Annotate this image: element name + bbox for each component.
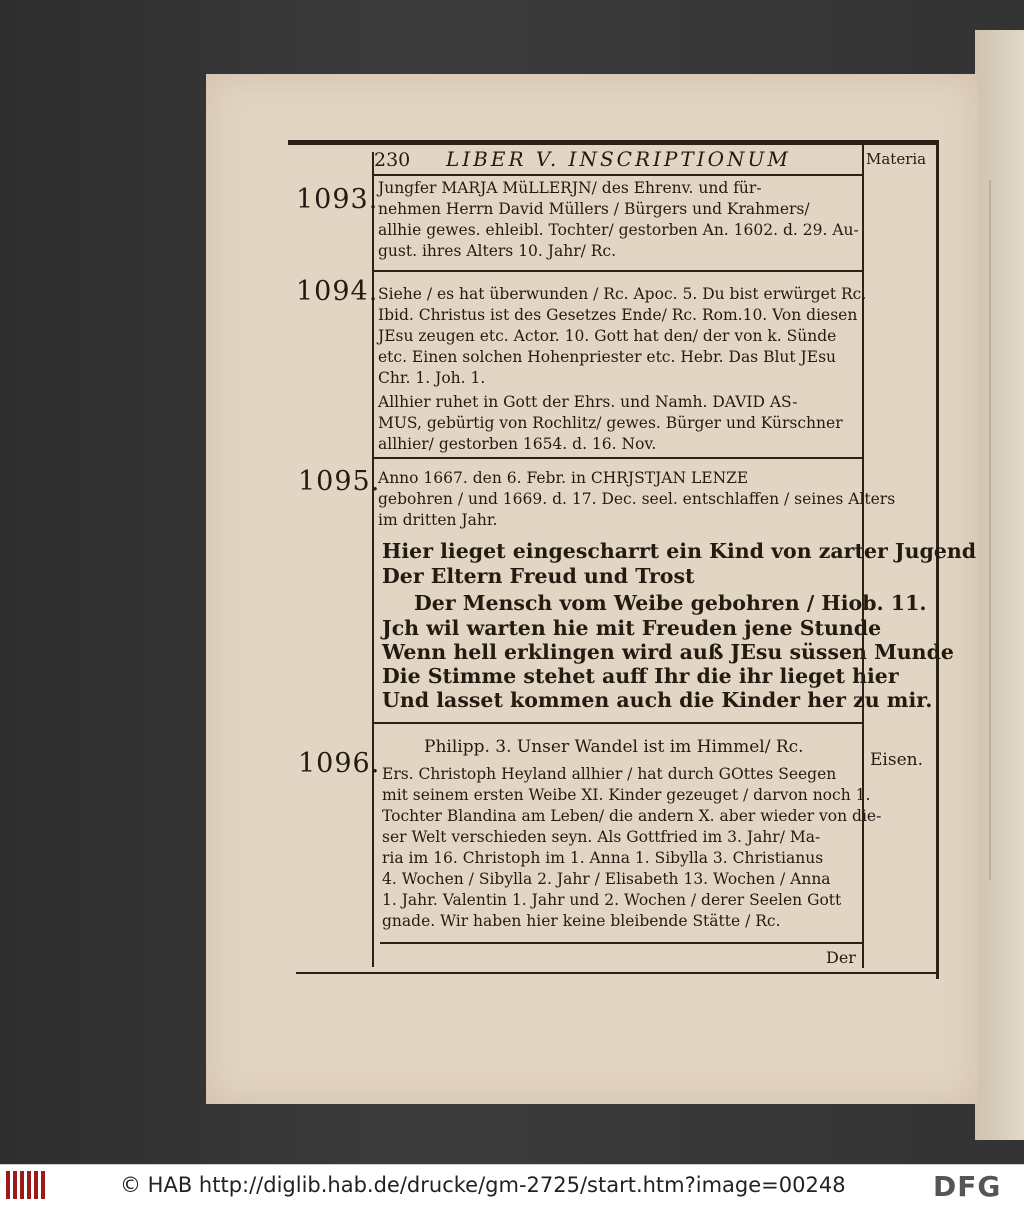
entry-line: mit seinem ersten Weibe XI. Kinder gezeuget / darvon noch 1.: [382, 786, 871, 804]
number-column-rule: [372, 152, 374, 967]
entry-line: Jungfer MARJA MüLLERJN/ des Ehrenv. und für-: [378, 179, 762, 197]
verse-line: Jch wil warten hie mit Freuden jene Stunde: [382, 616, 882, 640]
viewer-footer: [0, 1164, 1024, 1205]
entry-line: MUS, gebürtig von Rochlitz/ gewes. Bürger und Kürschner: [378, 414, 843, 432]
entry-line: Anno 1667. den 6. Febr. in CHRJSTJAN LENZE: [378, 469, 749, 487]
frame-bottom-rule: [296, 972, 936, 974]
entry-number: 1094.: [296, 276, 379, 307]
entry-line: Ibid. Christus ist des Gesetzes Ende/ Rc. Rom.10. Von diesen: [378, 306, 858, 324]
entry-line: gebohren / und 1669. d. 17. Dec. seel. entschlaffen / seines Alters: [378, 490, 896, 508]
entry-line: Siehe / es hat überwunden / Rc. Apoc. 5. Du bist erwürget Rc.: [378, 285, 867, 303]
verse-line: Und lasset kommen auch die Kinder her zu mir.: [382, 688, 933, 712]
entry-line: gust. ihres Alters 10. Jahr/ Rc.: [378, 242, 617, 260]
entry-line: etc. Einen solchen Hohenpriester etc. Hebr. Das Blut JEsu: [378, 348, 837, 366]
catchword: Der: [826, 948, 856, 967]
entry-number: 1093.: [296, 184, 379, 215]
entry-line: im dritten Jahr.: [378, 511, 498, 529]
hab-logo-icon: [6, 1171, 46, 1199]
verse-line: Die Stimme stehet auff Ihr die ihr lieget hier: [382, 664, 899, 688]
entry-line: ser Welt verschieden seyn. Als Gottfried im 3. Jahr/ Ma-: [382, 828, 821, 846]
entry-line: Ers. Christoph Heyland allhier / hat durch GOttes Seegen: [382, 765, 837, 783]
entry-line: gnade. Wir haben hier keine bleibende Stätte / Rc.: [382, 912, 781, 930]
entry-heading: Philipp. 3. Unser Wandel ist im Himmel/ Rc.: [424, 737, 804, 757]
running-title: LIBER V. INSCRIPTIONUM: [446, 147, 791, 171]
verse-line: Wenn hell erklingen wird auß JEsu süssen Munde: [382, 640, 954, 664]
verse-line: Hier lieget eingescharrt ein Kind von zarter Jugend: [382, 539, 977, 563]
header-rule: [374, 174, 862, 176]
margin-heading: Materia: [866, 150, 927, 168]
entry-line: JEsu zeugen etc. Actor. 10. Gott hat den/ der von k. Sünde: [378, 327, 837, 345]
entry-divider-1096: [380, 942, 862, 944]
entry-line: 1. Jahr. Valentin 1. Jahr und 2. Wochen / derer Seelen Gott: [382, 891, 842, 909]
entry-line: Tochter Blandina am Leben/ die andern X. aber wieder von die-: [382, 807, 882, 825]
entry-line: Allhier ruhet in Gott der Ehrs. und Namh. DAVID AS-: [378, 393, 798, 411]
dfg-logo: DFG: [933, 1170, 1002, 1203]
facing-page-edge: [975, 30, 1024, 1140]
entry-line: Chr. 1. Joh. 1.: [378, 369, 486, 387]
verse-line: Der Mensch vom Weibe gebohren / Hiob. 11.: [414, 591, 927, 615]
entry-line: allhie gewes. ehleibl. Tochter/ gestorben An. 1602. d. 29. Au-: [378, 221, 859, 239]
entry-line: ria im 16. Christoph im 1. Anna 1. Sibylla 3. Christianus: [382, 849, 824, 867]
margin-note: Eisen.: [870, 750, 923, 770]
entry-number: 1095.: [298, 466, 381, 497]
page-number: 230: [374, 149, 411, 171]
entry-divider-1094: [374, 457, 862, 459]
entry-number: 1096.: [298, 748, 381, 779]
entry-divider-1093: [374, 270, 862, 272]
copyright-link[interactable]: © HAB http://diglib.hab.de/drucke/gm-2725/start.htm?image=00248: [120, 1173, 846, 1197]
verse-line: Der Eltern Freud und Trost: [382, 564, 695, 588]
entry-line: 4. Wochen / Sibylla 2. Jahr / Elisabeth 13. Wochen / Anna: [382, 870, 831, 888]
entry-line: nehmen Herrn David Müllers / Bürgers und Krahmers/: [378, 200, 810, 218]
frame-top-rule: [288, 143, 936, 145]
entry-divider-1095: [374, 722, 862, 724]
entry-line: allhier/ gestorben 1654. d. 16. Nov.: [378, 435, 657, 453]
